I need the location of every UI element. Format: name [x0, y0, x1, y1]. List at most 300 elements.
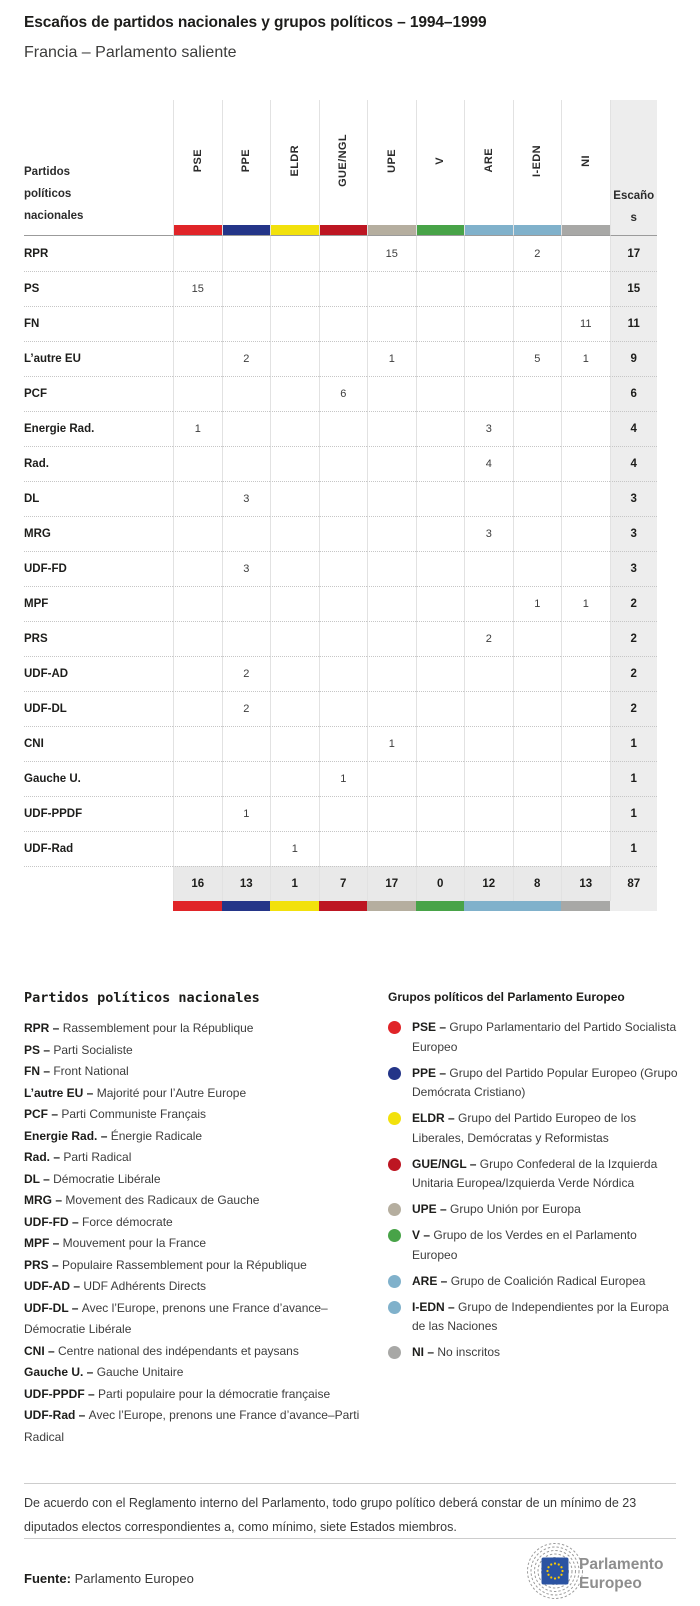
- legend-party-item-udf-dl: [24, 1298, 380, 1341]
- group-color-bar-bottom: [561, 901, 610, 911]
- row-total-cell: 11: [610, 306, 658, 341]
- group-column-label: ELDR: [288, 144, 301, 177]
- row-total-cell: 1: [610, 726, 658, 761]
- party-row-label-rad-: Rad.: [24, 446, 173, 481]
- seat-value-cell: [561, 376, 610, 411]
- seat-value-cell: [416, 376, 465, 411]
- legend-group-desc: Grupo de Coalición Radical Europea: [450, 1273, 646, 1288]
- seat-value-cell: [416, 586, 465, 621]
- group-column-header-eldr: [270, 100, 319, 236]
- seats-bottom-pad: [610, 901, 658, 911]
- seat-value-cell: 1: [561, 586, 610, 621]
- seat-value-cell: [319, 306, 368, 341]
- legend-group-abbr: ARE –: [412, 1273, 451, 1288]
- legend-group-desc: Grupo Unión por Europa: [450, 1202, 581, 1216]
- legend-party-abbr: Gauche U. –: [24, 1365, 97, 1379]
- legend-group-desc: No inscritos: [437, 1345, 501, 1359]
- seat-value-cell: [416, 236, 465, 271]
- seat-value-cell: [270, 656, 319, 691]
- seat-value-cell: [513, 726, 562, 761]
- seat-value-cell: [513, 656, 562, 691]
- seat-value-cell: [173, 446, 222, 481]
- seat-value-cell: [319, 621, 368, 656]
- group-color-bar: [174, 225, 222, 235]
- legend-group-desc: Grupo de Independientes por la Europa de las Naciones: [412, 1299, 669, 1333]
- row-total-cell: 3: [610, 516, 658, 551]
- legend-party-desc: Démocratie Libérale: [53, 1171, 161, 1186]
- seat-value-cell: [561, 236, 610, 271]
- seat-value-cell: [367, 796, 416, 831]
- seat-value-cell: [561, 726, 610, 761]
- seat-value-cell: [173, 306, 222, 341]
- legend-party-abbr: UDF-FD –: [24, 1214, 82, 1229]
- seat-value-cell: [319, 726, 368, 761]
- seat-value-cell: [173, 341, 222, 376]
- footnote-text: De acuerdo con el Reglamento interno del Parlamento, todo grupo político deberá constar de un mínimo de 23 diputados electos correspondientes a, como mínimo, siete Estados miembros.: [24, 1496, 637, 1534]
- seat-value-cell: 2: [222, 691, 271, 726]
- legend-party-desc: Force démocrate: [82, 1214, 173, 1229]
- legend-group-desc: Grupo Confederal de la Izquierda Unitaria Europea/Izquierda Verde Nórdica: [412, 1156, 658, 1190]
- seat-value-cell: [464, 271, 513, 306]
- seat-value-cell: [464, 831, 513, 866]
- seat-value-cell: 1: [367, 341, 416, 376]
- party-row-label-udf-rad: UDF-Rad: [24, 831, 173, 866]
- legend-group-item-are: [388, 1272, 684, 1292]
- seat-value-cell: [416, 656, 465, 691]
- legend-party-item-mpf: [24, 1233, 380, 1255]
- legend-group-text: [412, 1226, 684, 1265]
- legend-party-abbr: FN –: [24, 1064, 54, 1078]
- legend-party-item-mrg: [24, 1190, 380, 1212]
- legend-party-desc: Parti Radical: [63, 1150, 132, 1164]
- seat-value-cell: [513, 481, 562, 516]
- seat-value-cell: [416, 551, 465, 586]
- seat-value-cell: [319, 516, 368, 551]
- legend-party-desc: Parti Communiste Français: [61, 1107, 207, 1121]
- seat-value-cell: 2: [513, 236, 562, 271]
- legend-party-desc: Avec l’Europe, prenons une France d’avance–Parti Radical: [24, 1408, 360, 1444]
- seat-value-cell: [173, 236, 222, 271]
- column-total-cell: 17: [367, 866, 416, 901]
- legend-color-dot: [388, 1067, 401, 1080]
- legend-party-desc: Centre national des indépendants et paysans: [58, 1343, 299, 1358]
- seat-value-cell: [173, 516, 222, 551]
- seat-value-cell: [367, 306, 416, 341]
- column-total-cell: 1: [270, 866, 319, 901]
- legend-party-desc: Rassemblement pour la République: [62, 1021, 254, 1035]
- party-row-label-rpr: RPR: [24, 247, 49, 260]
- party-row-label-pcf: PCF: [24, 376, 173, 411]
- legend-color-dot: [388, 1275, 401, 1288]
- seat-value-cell: [464, 481, 513, 516]
- seat-value-cell: 1: [367, 726, 416, 761]
- party-row-label-udf-ppdf: UDF-PPDF: [24, 796, 173, 831]
- row-total-cell: 1: [610, 761, 658, 796]
- seat-value-cell: 11: [561, 306, 610, 341]
- legend-party-item-udf-ad: [24, 1276, 380, 1298]
- legend-groups-list: [388, 1018, 684, 1363]
- seat-value-cell: [513, 516, 562, 551]
- legend-party-item-udf-fd: [24, 1212, 380, 1234]
- group-column-header-are: [464, 100, 513, 236]
- legend-party-desc: Populaire Rassemblement pour la République: [62, 1257, 307, 1272]
- seat-value-cell: [319, 411, 368, 446]
- seat-value-cell: [222, 586, 271, 621]
- group-column-label: PPE: [240, 148, 253, 173]
- seat-value-cell: [416, 691, 465, 726]
- legend-group-text: [412, 1272, 645, 1292]
- divider-bottom: [24, 1538, 676, 1539]
- seat-value-cell: [561, 551, 610, 586]
- seat-value-cell: [561, 656, 610, 691]
- group-color-bar: [465, 225, 513, 235]
- seat-value-cell: [173, 761, 222, 796]
- seat-value-cell: [173, 481, 222, 516]
- row-total-cell: 2: [610, 621, 658, 656]
- seat-value-cell: [513, 831, 562, 866]
- row-total-cell: 9: [610, 341, 658, 376]
- seat-value-cell: [173, 656, 222, 691]
- seat-value-cell: [513, 446, 562, 481]
- legend-party-item-pcf: [24, 1104, 380, 1126]
- group-column-header-i-edn: [513, 100, 562, 236]
- seat-value-cell: [319, 236, 368, 271]
- seat-value-cell: [270, 341, 319, 376]
- legend-party-item-l-autre-eu: [24, 1083, 380, 1105]
- legend-party-item-prs: [24, 1255, 380, 1277]
- seat-value-cell: [561, 271, 610, 306]
- seat-value-cell: [319, 551, 368, 586]
- seat-value-cell: [416, 796, 465, 831]
- seat-value-cell: [416, 341, 465, 376]
- grand-total-cell: 87: [610, 866, 658, 901]
- row-total-cell: 17: [610, 236, 658, 271]
- group-color-bar: [562, 225, 610, 235]
- seat-value-cell: [561, 621, 610, 656]
- seat-value-cell: [222, 621, 271, 656]
- party-row-label-energie-rad-: Energie Rad.: [24, 411, 173, 446]
- legend-party-item-ps: [24, 1040, 380, 1062]
- seats-header-label: Escaños: [613, 190, 655, 224]
- legend-group-item-pse: [388, 1018, 684, 1057]
- group-color-bar-bottom: [513, 901, 562, 911]
- legend-group-item-upe: [388, 1200, 684, 1220]
- row-header: [24, 100, 173, 236]
- seat-value-cell: [270, 691, 319, 726]
- seat-value-cell: [416, 831, 465, 866]
- group-column-header-ni: [561, 100, 610, 236]
- seat-value-cell: 3: [464, 411, 513, 446]
- seat-value-cell: [464, 796, 513, 831]
- seat-value-cell: [270, 586, 319, 621]
- seat-value-cell: [367, 761, 416, 796]
- seat-value-cell: [367, 516, 416, 551]
- seat-value-cell: [173, 586, 222, 621]
- legend-party-item-fn: [24, 1061, 380, 1083]
- column-total-cell: 7: [319, 866, 368, 901]
- column-total-cell: 13: [222, 866, 271, 901]
- seat-value-cell: 1: [222, 796, 271, 831]
- legend-party-desc: Majorité pour l’Autre Europe: [96, 1085, 247, 1100]
- legend-party-abbr: MPF –: [24, 1236, 63, 1250]
- row-total-cell: 2: [610, 691, 658, 726]
- group-color-bar-bottom: [270, 901, 319, 911]
- seat-value-cell: [416, 306, 465, 341]
- row-total-cell: 4: [610, 446, 658, 481]
- seat-value-cell: [513, 796, 562, 831]
- seat-value-cell: [416, 516, 465, 551]
- page-title: Escaños de partidos nacionales y grupos políticos – 1994–1999: [24, 14, 487, 31]
- legend-group-text: [412, 1109, 684, 1148]
- row-total-cell: 1: [610, 831, 658, 866]
- seat-value-cell: [561, 446, 610, 481]
- row-header-label: Partidos políticos nacionales: [24, 166, 84, 222]
- seat-value-cell: [270, 411, 319, 446]
- group-color-bar-bottom: [416, 901, 465, 911]
- seat-value-cell: [416, 481, 465, 516]
- group-column-label: NI: [579, 154, 592, 167]
- column-total-cell: 16: [173, 866, 222, 901]
- legend-group-abbr: ELDR –: [412, 1111, 459, 1125]
- group-color-bar: [368, 225, 416, 235]
- legend-color-dot: [388, 1229, 401, 1242]
- seat-value-cell: [173, 831, 222, 866]
- legend-group-desc: Grupo Parlamentario del Partido Socialista Europeo: [412, 1020, 677, 1054]
- group-color-bar: [514, 225, 562, 235]
- seat-value-cell: 3: [222, 551, 271, 586]
- group-column-label: ARE: [482, 148, 495, 173]
- party-row-label-cni: CNI: [24, 726, 173, 761]
- seat-value-cell: [367, 551, 416, 586]
- legend-group-item-v: [388, 1226, 684, 1265]
- seat-value-cell: 1: [561, 341, 610, 376]
- seat-value-cell: [464, 761, 513, 796]
- totals-row-spacer: [24, 866, 173, 901]
- seat-value-cell: [367, 271, 416, 306]
- seat-value-cell: [416, 621, 465, 656]
- seat-value-cell: [270, 726, 319, 761]
- legend-party-abbr: PRS –: [24, 1257, 63, 1272]
- seat-value-cell: [367, 446, 416, 481]
- seats-column-header: [610, 100, 658, 236]
- group-color-bar-bottom: [464, 901, 513, 911]
- column-total-cell: 0: [416, 866, 465, 901]
- seat-value-cell: [416, 761, 465, 796]
- legend-color-dot: [388, 1112, 401, 1125]
- seat-value-cell: [319, 586, 368, 621]
- row-total-cell: 3: [610, 481, 658, 516]
- legend-party-abbr: CNI –: [24, 1343, 59, 1358]
- seat-value-cell: [416, 726, 465, 761]
- legend-color-dot: [388, 1301, 401, 1314]
- seat-value-cell: 1: [173, 411, 222, 446]
- seat-value-cell: [561, 481, 610, 516]
- column-total-cell: 8: [513, 866, 562, 901]
- legend-group-abbr: GUE/NGL –: [412, 1156, 480, 1171]
- legend-color-dot: [388, 1203, 401, 1216]
- seat-value-cell: [464, 306, 513, 341]
- legend-color-dot: [388, 1346, 401, 1359]
- seat-value-cell: [367, 621, 416, 656]
- seat-value-cell: [367, 691, 416, 726]
- legend-party-abbr: DL –: [24, 1171, 54, 1186]
- legend-group-text: [412, 1298, 684, 1337]
- seat-value-cell: 6: [319, 376, 368, 411]
- row-total-cell: 4: [610, 411, 658, 446]
- group-column-label: I-EDN: [531, 144, 544, 177]
- seat-value-cell: [270, 796, 319, 831]
- group-column-header-gue-ngl: [319, 100, 368, 236]
- legend-party-item-rpr: [24, 1018, 380, 1040]
- group-color-bar-bottom: [173, 901, 222, 911]
- seat-value-cell: [367, 831, 416, 866]
- seat-value-cell: [222, 376, 271, 411]
- column-total-cell: 12: [464, 866, 513, 901]
- legend-color-dot: [388, 1158, 401, 1171]
- legend-color-dot: [388, 1021, 401, 1034]
- eu-flag-square: [542, 1558, 569, 1585]
- seat-value-cell: [416, 271, 465, 306]
- legend-group-text: [412, 1155, 684, 1194]
- group-column-label: UPE: [385, 148, 398, 173]
- seat-value-cell: [367, 586, 416, 621]
- group-color-bar: [271, 225, 319, 235]
- seat-value-cell: [416, 411, 465, 446]
- group-color-bar-bottom: [319, 901, 368, 911]
- seat-value-cell: [222, 271, 271, 306]
- ep-hemicycle-icon: [508, 1541, 678, 1605]
- legend-party-desc: Movement des Radicaux de Gauche: [65, 1193, 260, 1207]
- seat-value-cell: [561, 516, 610, 551]
- group-column-label: PSE: [191, 148, 204, 173]
- seat-value-cell: [464, 551, 513, 586]
- seat-value-cell: 1: [513, 586, 562, 621]
- seat-value-cell: [513, 376, 562, 411]
- seat-value-cell: [513, 306, 562, 341]
- legend-group-desc: Grupo del Partido Popular Europeo (Grupo Demócrata Cristiano): [412, 1065, 678, 1099]
- legend-party-item-udf-rad: [24, 1405, 380, 1448]
- bottom-bar-spacer: [24, 901, 173, 911]
- seat-value-cell: [464, 691, 513, 726]
- legend-group-item-ni: [388, 1343, 684, 1363]
- seat-value-cell: [173, 726, 222, 761]
- legend-group-item-ppe: [388, 1064, 684, 1103]
- seat-value-cell: [222, 236, 271, 271]
- seat-value-cell: [513, 411, 562, 446]
- seat-value-cell: [222, 726, 271, 761]
- source-label: Fuente:: [24, 1571, 71, 1586]
- row-total-cell: 3: [610, 551, 658, 586]
- seat-value-cell: [222, 446, 271, 481]
- legend-group-desc: Grupo del Partido Europeo de los Liberales, Demócratas y Reformistas: [412, 1111, 637, 1145]
- seat-value-cell: [561, 796, 610, 831]
- legend-party-desc: Front National: [53, 1064, 129, 1078]
- party-row-label-fn: FN: [24, 306, 173, 341]
- seat-value-cell: [464, 341, 513, 376]
- legend-group-text: [412, 1200, 581, 1220]
- legend-political-groups: [388, 990, 684, 1369]
- party-row-label-udf-ad: UDF-AD: [24, 656, 173, 691]
- seat-value-cell: 3: [222, 481, 271, 516]
- seat-value-cell: [513, 551, 562, 586]
- party-row-label-mrg: MRG: [24, 516, 173, 551]
- legend-party-abbr: Energie Rad. –: [24, 1128, 111, 1143]
- group-color-bar: [320, 225, 368, 235]
- group-column-label: V: [434, 156, 447, 165]
- seat-value-cell: 5: [513, 341, 562, 376]
- seat-value-cell: [513, 761, 562, 796]
- legend-party-abbr: PS –: [24, 1042, 54, 1057]
- seat-value-cell: 2: [464, 621, 513, 656]
- seat-value-cell: [319, 831, 368, 866]
- european-parliament-logo: [508, 1541, 678, 1606]
- legend-party-abbr: UDF-Rad –: [24, 1408, 89, 1422]
- row-total-cell: 6: [610, 376, 658, 411]
- row-total-cell: 15: [610, 271, 658, 306]
- seat-value-cell: [464, 236, 513, 271]
- seat-value-cell: [270, 446, 319, 481]
- seat-value-cell: [513, 621, 562, 656]
- seat-value-cell: [561, 691, 610, 726]
- group-column-header-v: [416, 100, 465, 236]
- seat-value-cell: [319, 341, 368, 376]
- legend-group-item-gue-ngl: [388, 1155, 684, 1194]
- legend-party-item-gauche-u-: [24, 1362, 380, 1384]
- legend-groups-heading: Grupos políticos del Parlamento Europeo: [388, 990, 625, 1004]
- seat-value-cell: [464, 656, 513, 691]
- legend-party-desc: Gauche Unitaire: [96, 1365, 184, 1379]
- legend-group-text: [412, 1343, 500, 1363]
- source-line: [24, 1571, 194, 1586]
- legend-group-text: [412, 1064, 684, 1103]
- seat-value-cell: [367, 656, 416, 691]
- seat-value-cell: 1: [270, 831, 319, 866]
- row-total-cell: 2: [610, 656, 658, 691]
- seat-value-cell: [319, 656, 368, 691]
- seat-value-cell: [173, 376, 222, 411]
- seat-value-cell: [222, 411, 271, 446]
- legend-party-desc: Parti Socialiste: [53, 1042, 133, 1057]
- legend-party-abbr: RPR –: [24, 1021, 63, 1035]
- seat-value-cell: [319, 796, 368, 831]
- row-total-cell: 1: [610, 796, 658, 831]
- seat-value-cell: [367, 376, 416, 411]
- seat-value-cell: [222, 516, 271, 551]
- legend-party-abbr: MRG –: [24, 1193, 66, 1207]
- row-total-cell: 2: [610, 586, 658, 621]
- seats-table: [24, 100, 657, 911]
- party-row-label-dl: DL: [24, 481, 173, 516]
- page-subtitle: Francia – Parlamento saliente: [24, 44, 237, 61]
- seat-value-cell: [270, 551, 319, 586]
- seat-value-cell: [561, 411, 610, 446]
- seat-value-cell: 1: [319, 761, 368, 796]
- legend-group-abbr: V –: [412, 1228, 434, 1242]
- legend-parties-list: [24, 1018, 380, 1448]
- seat-value-cell: 3: [464, 516, 513, 551]
- seat-value-cell: [319, 481, 368, 516]
- seat-value-cell: [319, 446, 368, 481]
- party-row-label-udf-dl: UDF-DL: [24, 691, 173, 726]
- group-color-bar: [223, 225, 271, 235]
- seat-value-cell: [173, 691, 222, 726]
- seat-value-cell: 4: [464, 446, 513, 481]
- legend-party-abbr: UDF-PPDF –: [24, 1386, 99, 1401]
- legend-party-item-rad-: [24, 1147, 380, 1169]
- seat-value-cell: [270, 271, 319, 306]
- seat-value-cell: [367, 481, 416, 516]
- seat-value-cell: [270, 516, 319, 551]
